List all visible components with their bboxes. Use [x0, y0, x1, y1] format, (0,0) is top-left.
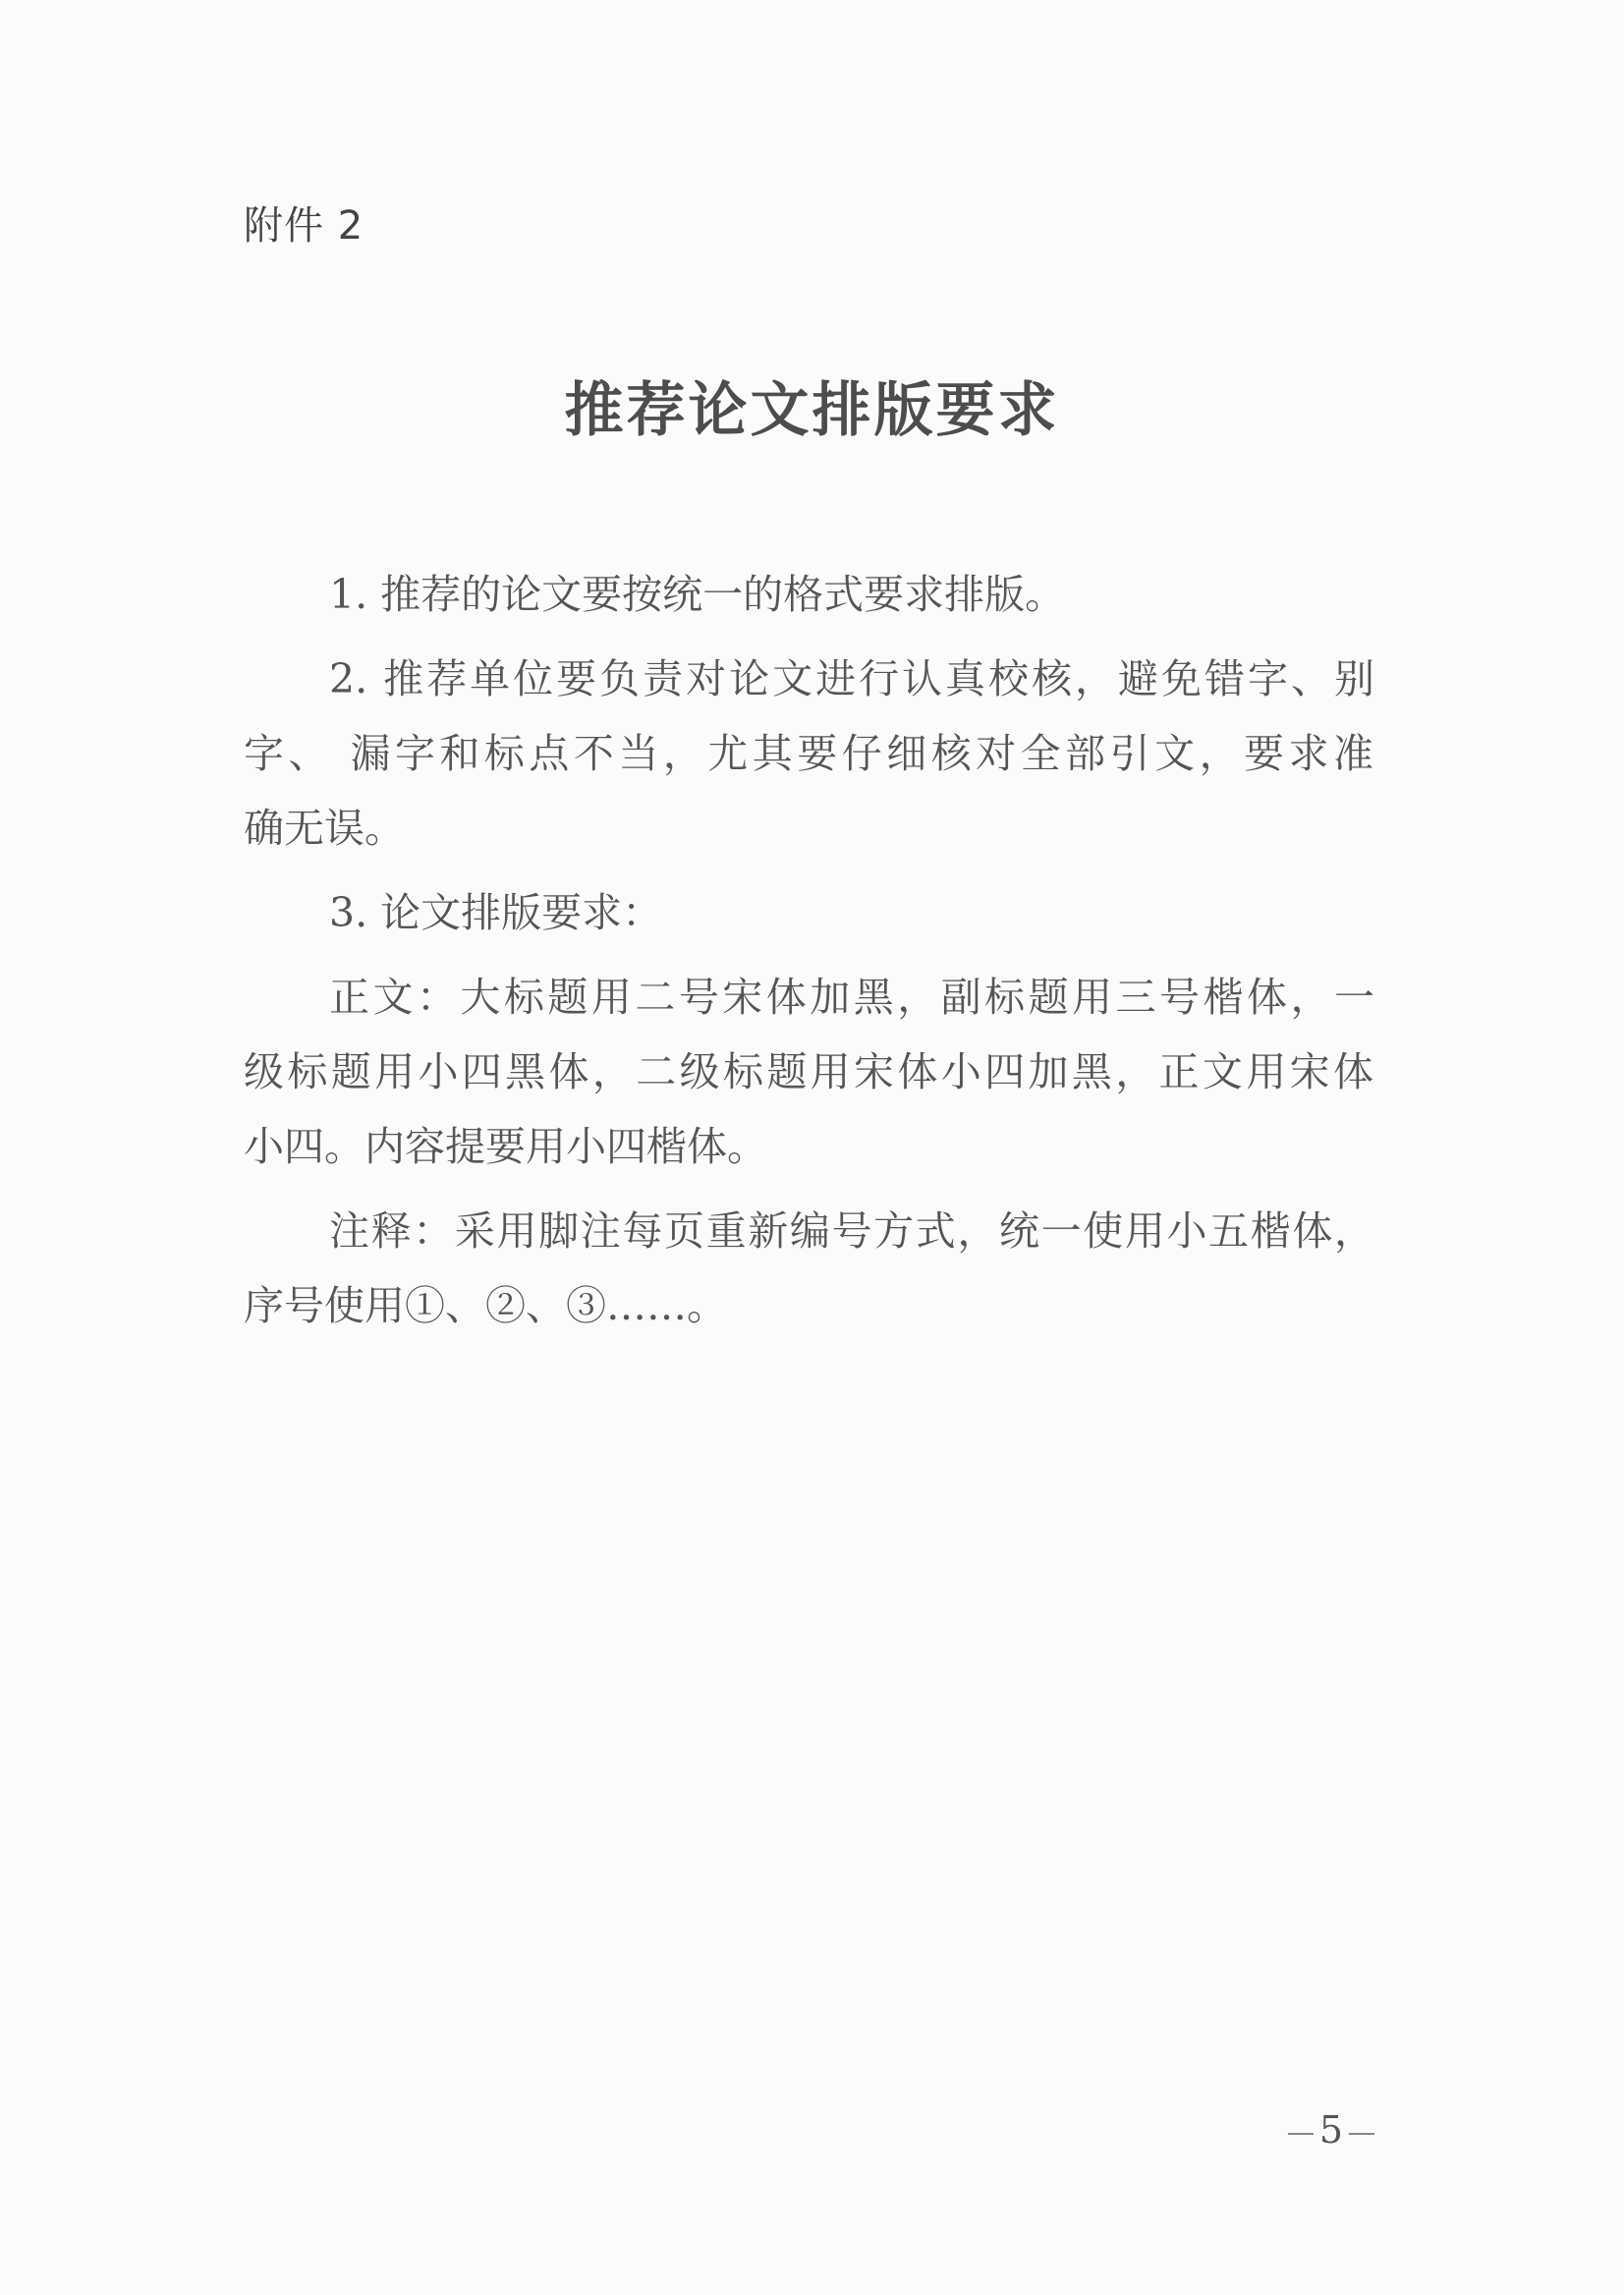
page-number — [1277, 2108, 1385, 2152]
paragraph-4-line-2: 级标题用小四黑体，二级标题用宋体小四加黑，正文用宋体 — [244, 1048, 1373, 1095]
page-number-dash-left — [1288, 2133, 1314, 2135]
paragraph-3: 3. 论文排版要求： — [329, 889, 663, 936]
paragraph-4-line-3: 小四。内容提要用小四楷体。 — [244, 1123, 767, 1170]
paragraph-2-line-3: 确无误。 — [244, 805, 405, 852]
paragraph-2-line-2: 字、 漏字和标点不当，尤其要仔细核对全部引文，要求准 — [244, 730, 1373, 777]
paragraph-5-line-2: 序号使用①、②、③……。 — [244, 1282, 727, 1329]
attachment-label: 附件 2 — [244, 203, 364, 249]
page-number-value: 5 — [1318, 2108, 1344, 2152]
paragraph-4-line-1: 正文：大标题用二号宋体加黑，副标题用三号楷体，一 — [329, 974, 1374, 1021]
paragraph-5-line-1: 注释：采用脚注每页重新编号方式，统一使用小五楷体， — [329, 1207, 1374, 1255]
document-title: 推荐论文排版要求 — [564, 376, 1060, 445]
paragraph-1: 1. 推荐的论文要按统一的格式要求排版。 — [329, 571, 1066, 618]
page-number-dash-right — [1349, 2133, 1374, 2135]
paragraph-2-line-1: 2. 推荐单位要负责对论文进行认真校核，避免错字、别 — [329, 655, 1374, 702]
